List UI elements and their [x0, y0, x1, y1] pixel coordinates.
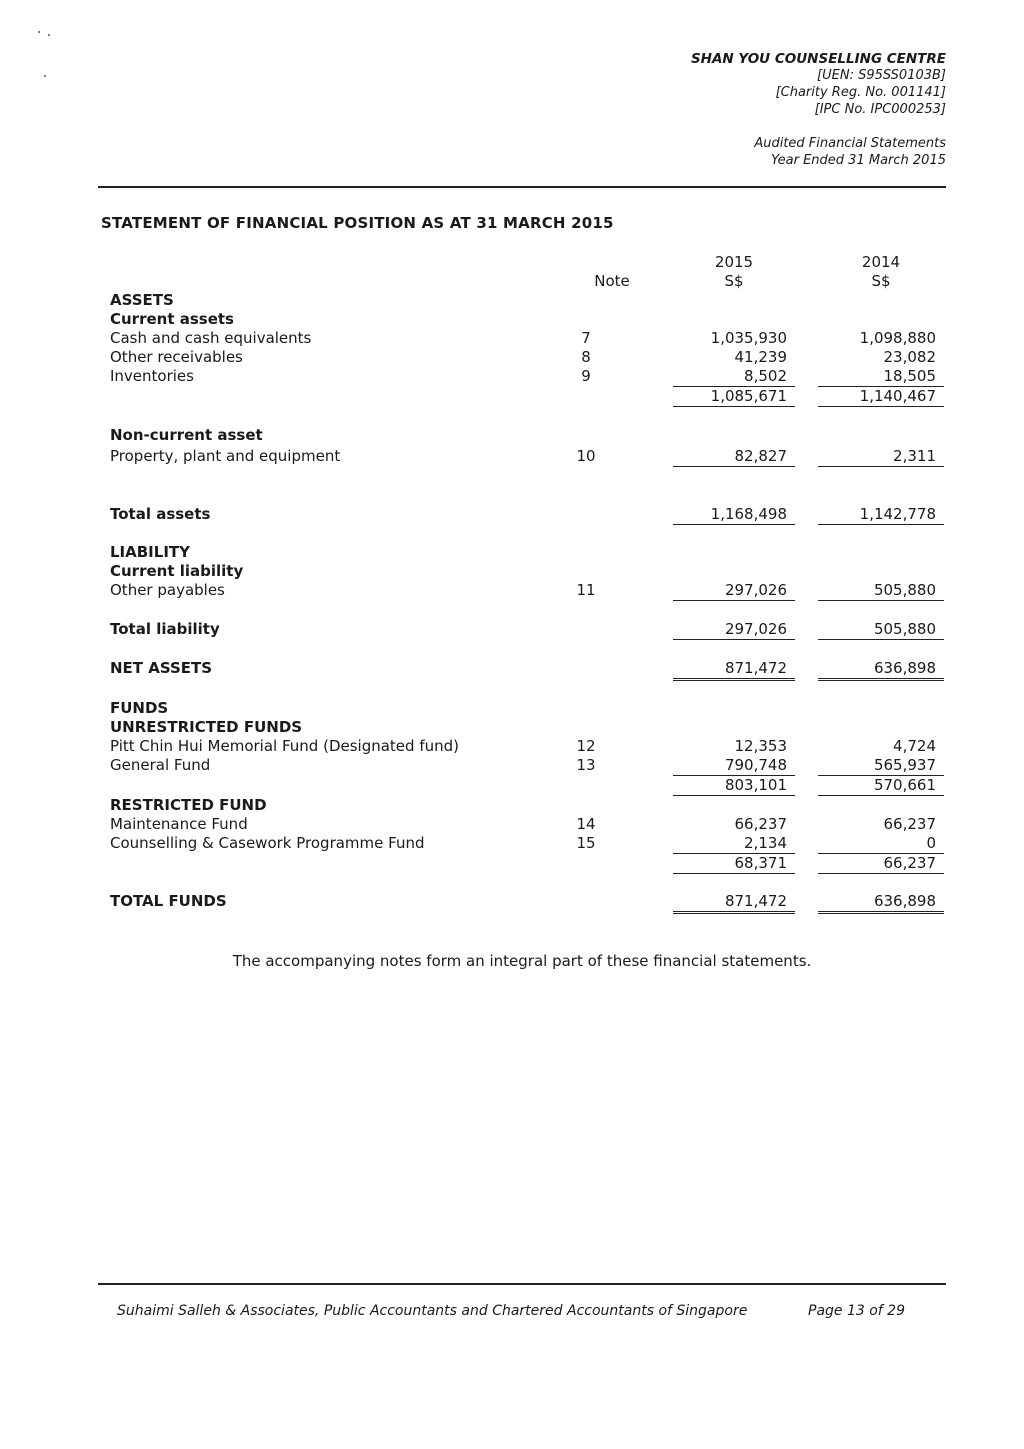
row-label: Current liability	[110, 562, 244, 580]
scan-speck	[48, 34, 50, 36]
row-label: Non-current asset	[110, 426, 263, 444]
value-2015: 1,085,671	[673, 387, 795, 407]
value-2015: 66,237	[734, 815, 787, 833]
statement-title: STATEMENT OF FINANCIAL POSITION AS AT 31 MARCH 2015	[101, 214, 614, 232]
row-label: Pitt Chin Hui Memorial Fund (Designated fund)	[110, 737, 459, 755]
column-year-2015: 2015	[714, 253, 754, 271]
value-2014: 2,311	[818, 447, 944, 467]
value-2014: 570,661	[818, 776, 944, 796]
row-label: Property, plant and equipment	[110, 447, 341, 465]
column-note: Note	[594, 272, 630, 290]
report-period: Year Ended 31 March 2015	[771, 153, 946, 168]
row-label: Other payables	[110, 581, 225, 599]
row-note: 10	[576, 447, 596, 465]
column-currency-2015: S$	[724, 272, 744, 290]
table-row	[0, 348, 1024, 367]
table-row	[0, 737, 1024, 756]
row-label: Inventories	[110, 367, 194, 385]
row-label: Cash and cash equivalents	[110, 329, 312, 347]
row-label: NET ASSETS	[110, 659, 213, 677]
table-row	[0, 329, 1024, 348]
table-row	[0, 447, 1024, 466]
row-label: TOTAL FUNDS	[110, 892, 227, 910]
table-row	[0, 367, 1024, 386]
row-note: 14	[576, 815, 596, 833]
value-2014: 505,880	[818, 581, 944, 601]
value-2015: 871,472	[673, 659, 795, 681]
row-label: FUNDS	[110, 699, 169, 717]
header-divider	[98, 186, 946, 188]
value-2014: 1,140,467	[818, 387, 944, 407]
table-row	[0, 815, 1024, 834]
organization-name: SHAN YOU COUNSELLING CENTRE	[690, 51, 946, 67]
ipc-number: [IPC No. IPC000253]	[814, 102, 946, 117]
section-heading-restricted	[0, 796, 1024, 815]
value-2015: 8,502	[673, 367, 795, 387]
value-2015: 12,353	[734, 737, 787, 755]
section-heading-liability	[0, 543, 1024, 562]
row-label: RESTRICTED FUND	[110, 796, 267, 814]
value-2015: 297,026	[673, 581, 795, 601]
charity-reg-number: [Charity Reg. No. 001141]	[775, 85, 946, 100]
row-note: 15	[576, 834, 596, 852]
value-2014: 66,237	[818, 854, 944, 874]
value-2014: 66,237	[883, 815, 936, 833]
value-2014: 636,898	[818, 892, 944, 914]
row-label: Total assets	[110, 505, 211, 523]
value-2014: 505,880	[818, 620, 944, 640]
value-2015: 803,101	[673, 776, 795, 796]
value-2014: 4,724	[893, 737, 936, 755]
value-2014: 23,082	[883, 348, 936, 366]
value-2014: 565,937	[818, 756, 944, 776]
row-label: Other receivables	[110, 348, 243, 366]
footer-divider	[98, 1283, 946, 1285]
table-row	[0, 756, 1024, 775]
total-row	[0, 659, 1024, 678]
row-note: 12	[576, 737, 596, 755]
section-heading-assets	[0, 291, 1024, 310]
column-year-2014: 2014	[861, 253, 901, 271]
statement-footnote: The accompanying notes form an integral part of these financial statements.	[232, 952, 812, 970]
row-label: Maintenance Fund	[110, 815, 248, 833]
grand-total-row	[0, 892, 1024, 911]
value-2015: 2,134	[673, 834, 795, 854]
value-2015: 790,748	[673, 756, 795, 776]
row-label: Counselling & Casework Programme Fund	[110, 834, 425, 852]
uen-number: [UEN: S95SS0103B]	[817, 68, 946, 83]
page-number: Page 13 of 29	[808, 1303, 905, 1319]
subtotal-row	[0, 387, 1024, 406]
report-type: Audited Financial Statements	[754, 136, 946, 151]
table-row	[0, 834, 1024, 853]
value-2014: 1,142,778	[818, 505, 944, 525]
value-2015: 1,168,498	[673, 505, 795, 525]
value-2014: 18,505	[818, 367, 944, 387]
column-currency-2014: S$	[871, 272, 891, 290]
value-2014: 1,098,880	[859, 329, 936, 347]
row-label: Current assets	[110, 310, 234, 328]
value-2015: 871,472	[673, 892, 795, 914]
row-label: UNRESTRICTED FUNDS	[110, 718, 303, 736]
scan-speck	[44, 75, 46, 77]
row-label: General Fund	[110, 756, 211, 774]
row-label: LIABILITY	[110, 543, 190, 561]
section-heading-funds	[0, 699, 1024, 718]
row-note: 13	[576, 756, 596, 774]
value-2014: 636,898	[818, 659, 944, 681]
row-note: 11	[576, 581, 596, 599]
total-row	[0, 505, 1024, 524]
section-heading-current-liability	[0, 562, 1024, 581]
value-2015: 68,371	[673, 854, 795, 874]
row-note: 8	[581, 348, 591, 366]
row-label: ASSETS	[110, 291, 174, 309]
value-2015: 297,026	[673, 620, 795, 640]
total-row	[0, 620, 1024, 639]
section-heading-current-assets	[0, 310, 1024, 329]
section-heading-non-current	[0, 426, 1024, 445]
value-2015: 1,035,930	[710, 329, 787, 347]
value-2014: 0	[818, 834, 944, 854]
value-2015: 41,239	[734, 348, 787, 366]
footer-firm: Suhaimi Salleh & Associates, Public Accountants and Chartered Accountants of Singapore	[117, 1303, 748, 1319]
value-2015: 82,827	[673, 447, 795, 467]
row-note: 9	[581, 367, 591, 385]
section-heading-unrestricted	[0, 718, 1024, 737]
row-label: Total liability	[110, 620, 220, 638]
subtotal-row	[0, 776, 1024, 795]
row-note: 7	[581, 329, 591, 347]
scan-speck	[38, 31, 40, 33]
table-row	[0, 581, 1024, 600]
subtotal-row	[0, 854, 1024, 873]
